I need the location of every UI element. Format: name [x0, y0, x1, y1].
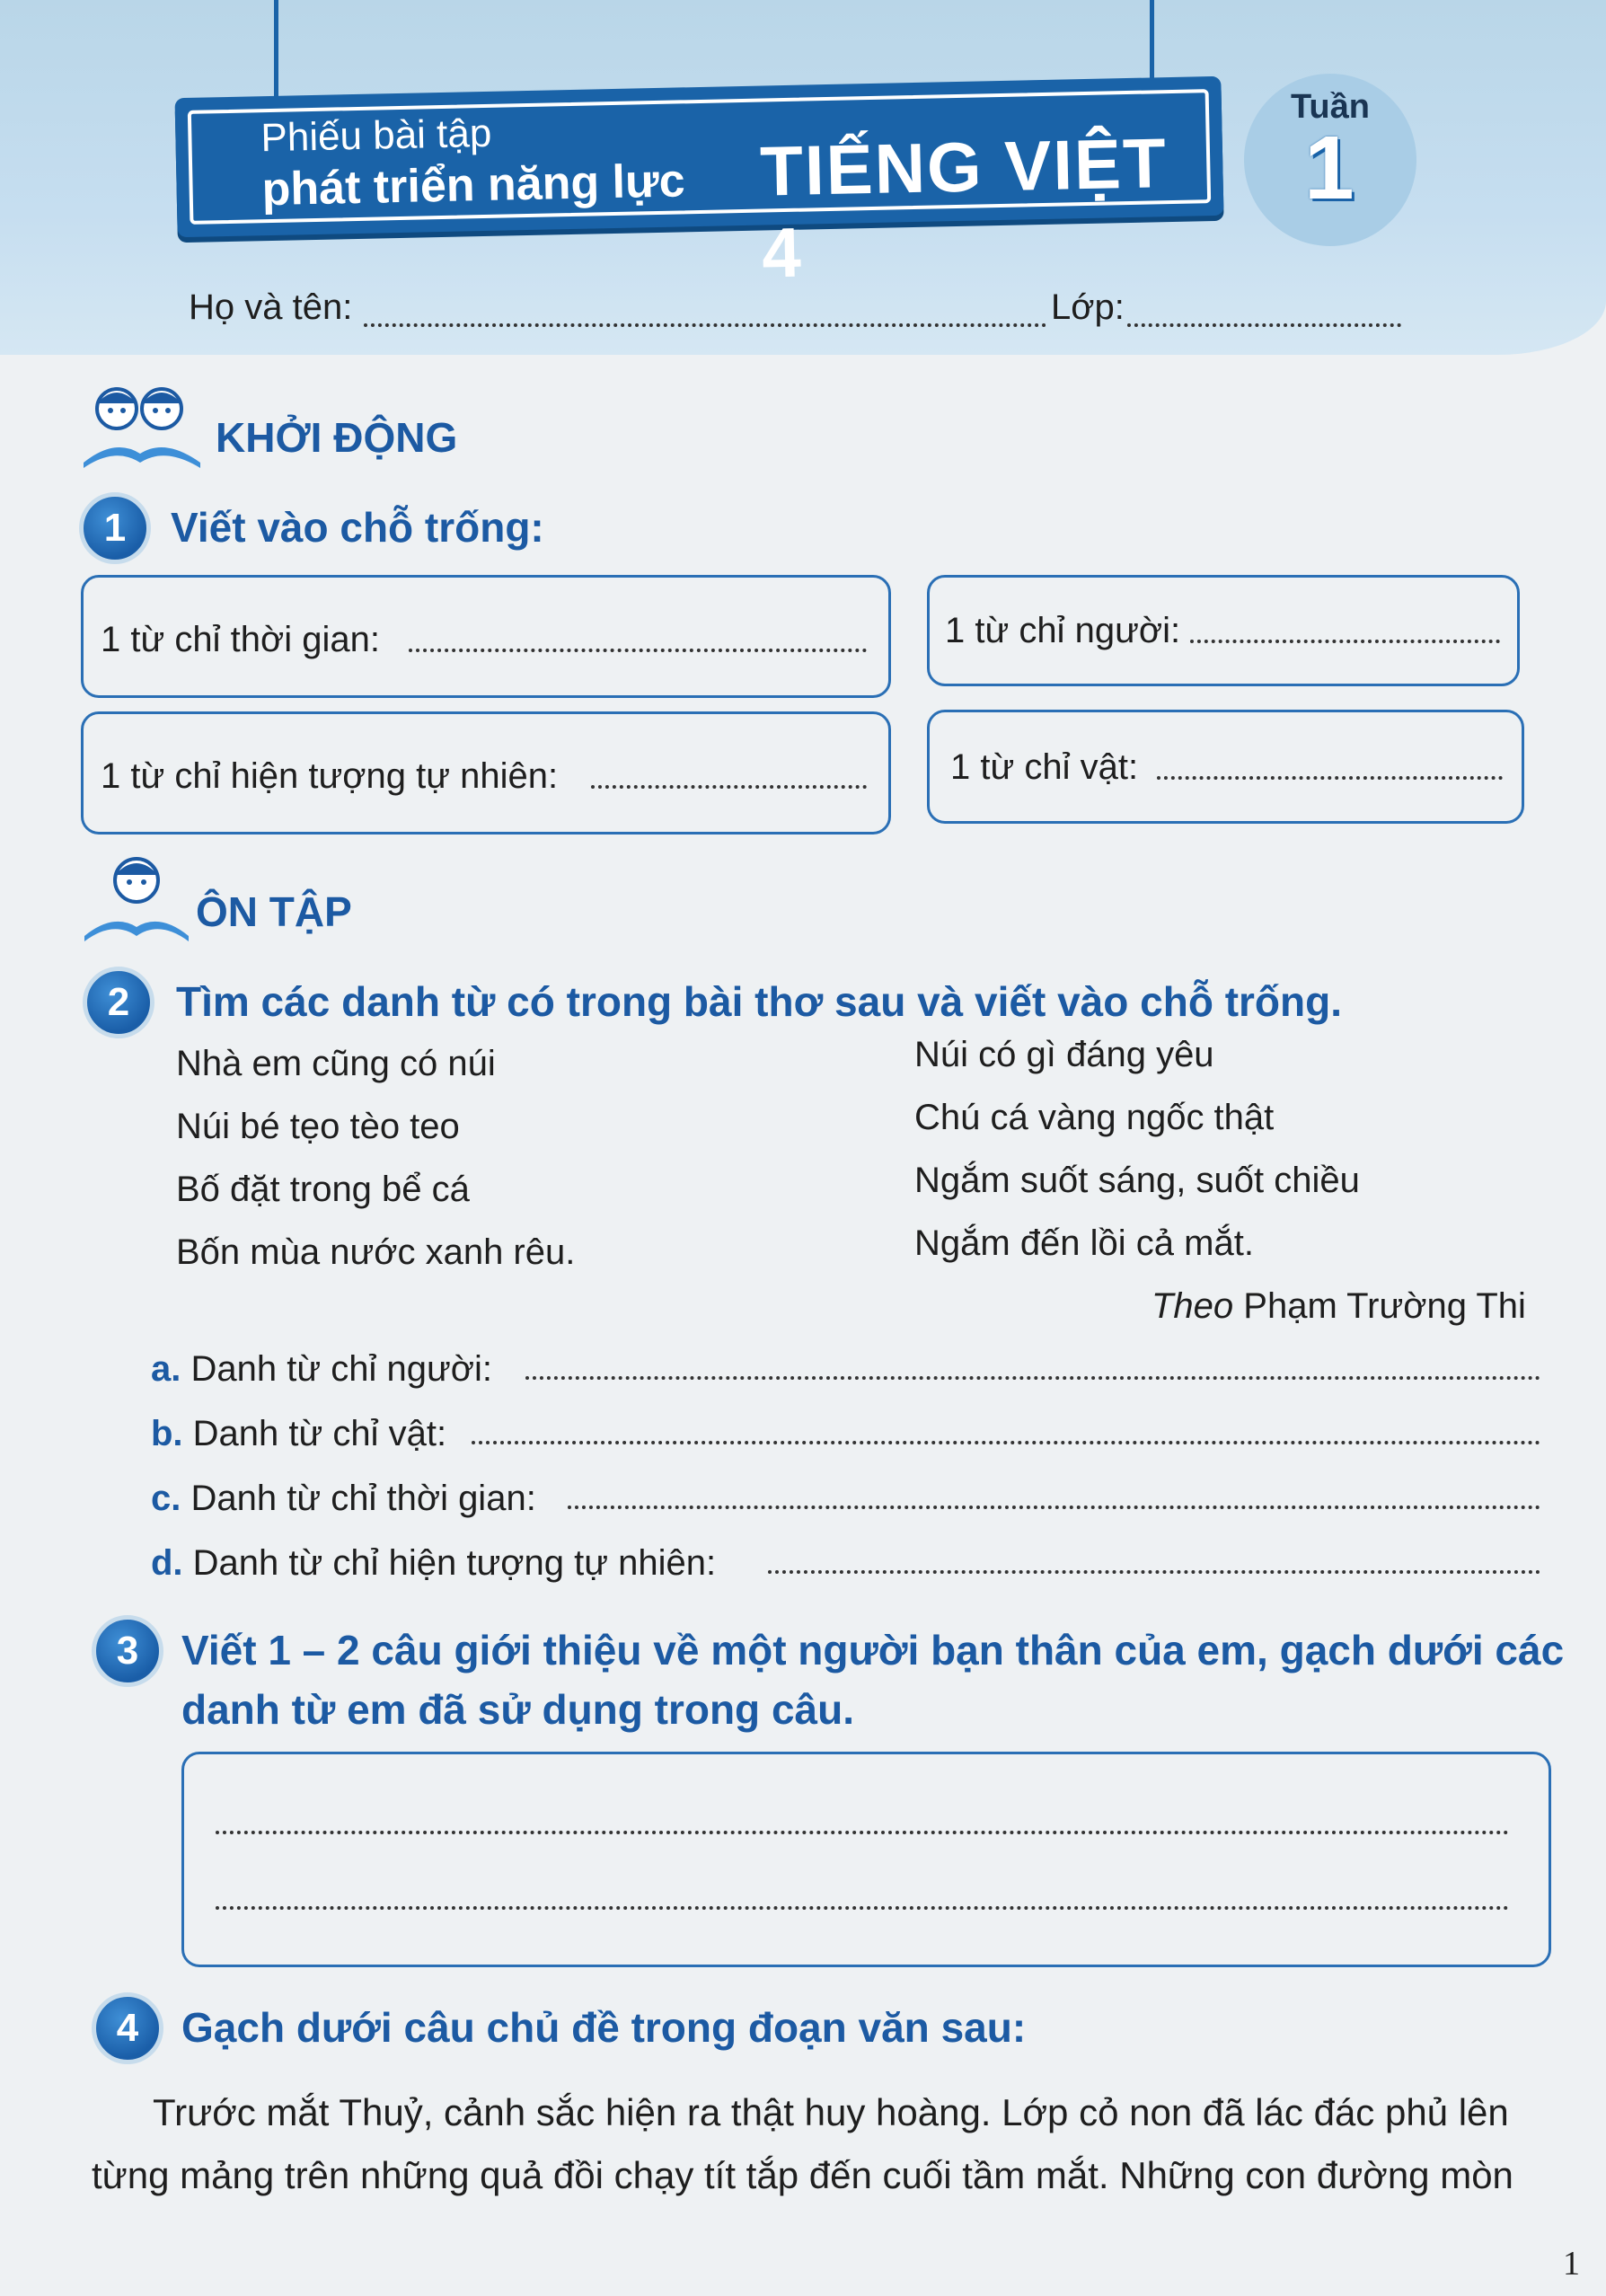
title-banner — [175, 76, 1224, 293]
q4-number: 4 — [92, 1992, 163, 2064]
q3-title-line2: danh từ em đã sử dụng trong câu. — [181, 1686, 854, 1733]
kids-reading-icon — [79, 382, 205, 472]
source-author: Phạm Trường Thi — [1243, 1286, 1526, 1326]
class-label: Lớp: — [1051, 287, 1125, 327]
q1-item-person: 1 từ chỉ người: — [945, 611, 1181, 650]
source-prefix: Theo — [1152, 1286, 1234, 1326]
poem-right-line: Ngắm đến lồi cả mắt. — [914, 1223, 1254, 1263]
q3-answer-line[interactable] — [216, 1831, 1509, 1834]
poem-left-line: Bốn mùa nước xanh rêu. — [176, 1232, 576, 1272]
poem-right-line: Ngắm suốt sáng, suốt chiều — [914, 1161, 1360, 1200]
q4-paragraph-line: Trước mắt Thuỷ, cảnh sắc hiện ra thật huy hoàng. Lớp cỏ non đã lác đác phủ lên — [153, 2091, 1509, 2133]
q4-paragraph-line: từng mảng trên những quả đồi chạy tít tắp đến cuối tầm mắt. Những con đường mòn — [92, 2154, 1513, 2196]
poem-left-line: Núi bé tẹo tèo teo — [176, 1107, 460, 1146]
q1-field-thing[interactable] — [1157, 776, 1503, 780]
answer-letter: a. — [151, 1349, 181, 1389]
q1-title: Viết vào chỗ trống: — [171, 504, 544, 551]
q3-title-line1: Viết 1 – 2 câu giới thiệu về một người bạn thân của em, gạch dưới các — [181, 1627, 1565, 1673]
answer-field-a[interactable] — [525, 1376, 1540, 1380]
answer-field-d[interactable] — [768, 1570, 1540, 1574]
answer-label: Danh từ chỉ người: — [190, 1349, 492, 1389]
answer-label: Danh từ chỉ vật: — [192, 1414, 447, 1453]
q3-answer-box[interactable] — [181, 1752, 1551, 1967]
poem-left-line: Nhà em cũng có núi — [176, 1044, 496, 1083]
answer-row-c — [151, 1479, 536, 1519]
week-number: 1 — [1304, 118, 1355, 218]
answer-letter: b. — [151, 1414, 183, 1453]
title-line-2: phát triển năng lực — [261, 155, 686, 216]
q1-item-time: 1 từ chỉ thời gian: — [101, 620, 380, 659]
answer-row-d — [151, 1543, 716, 1584]
section-review: ÔN TẬP — [196, 888, 352, 935]
q1-field-nature[interactable] — [591, 785, 867, 789]
answer-letter: c. — [151, 1479, 181, 1518]
title-line-1: Phiếu bài tập — [260, 110, 492, 161]
poem-right-line: Núi có gì đáng yêu — [914, 1035, 1214, 1074]
q1-field-person[interactable] — [1190, 640, 1500, 643]
answer-row-b — [151, 1414, 446, 1454]
q3-number: 3 — [92, 1615, 163, 1687]
child-reading-icon — [83, 853, 190, 943]
class-field[interactable] — [1127, 323, 1401, 327]
poem-right-line: Chú cá vàng ngốc thật — [914, 1098, 1275, 1137]
q2-number: 2 — [83, 967, 154, 1038]
q2-title: Tìm các danh từ có trong bài thơ sau và viết vào chỗ trống. — [176, 978, 1342, 1025]
poem-source — [1152, 1286, 1526, 1327]
class-label-wrap — [1051, 287, 1125, 328]
page-number: 1 — [1563, 2245, 1580, 2283]
name-field[interactable] — [364, 323, 1046, 327]
answer-letter: d. — [151, 1543, 183, 1583]
answer-label: Danh từ chỉ thời gian: — [190, 1479, 536, 1518]
q4-title: Gạch dưới câu chủ đề trong đoạn văn sau: — [181, 2004, 1027, 2051]
q1-item-nature: 1 từ chỉ hiện tượng tự nhiên: — [101, 756, 559, 796]
name-label: Họ và tên: — [189, 287, 353, 327]
section-warmup: KHỞI ĐỘNG — [216, 414, 458, 461]
answer-field-b[interactable] — [472, 1441, 1540, 1444]
q1-item-thing: 1 từ chỉ vật: — [950, 747, 1139, 787]
answer-row-a — [151, 1349, 492, 1390]
poem-left-line: Bố đặt trong bể cá — [176, 1170, 470, 1209]
student-info — [189, 287, 352, 328]
q1-number: 1 — [79, 492, 151, 564]
q1-field-time[interactable] — [409, 649, 867, 652]
week-label: Tuần — [1291, 88, 1370, 126]
answer-label: Danh từ chỉ hiện tượng tự nhiên: — [192, 1543, 717, 1583]
q3-answer-line[interactable] — [216, 1906, 1509, 1910]
answer-field-c[interactable] — [568, 1506, 1540, 1509]
title-main: TIẾNG VIỆT 4 — [759, 123, 1169, 293]
